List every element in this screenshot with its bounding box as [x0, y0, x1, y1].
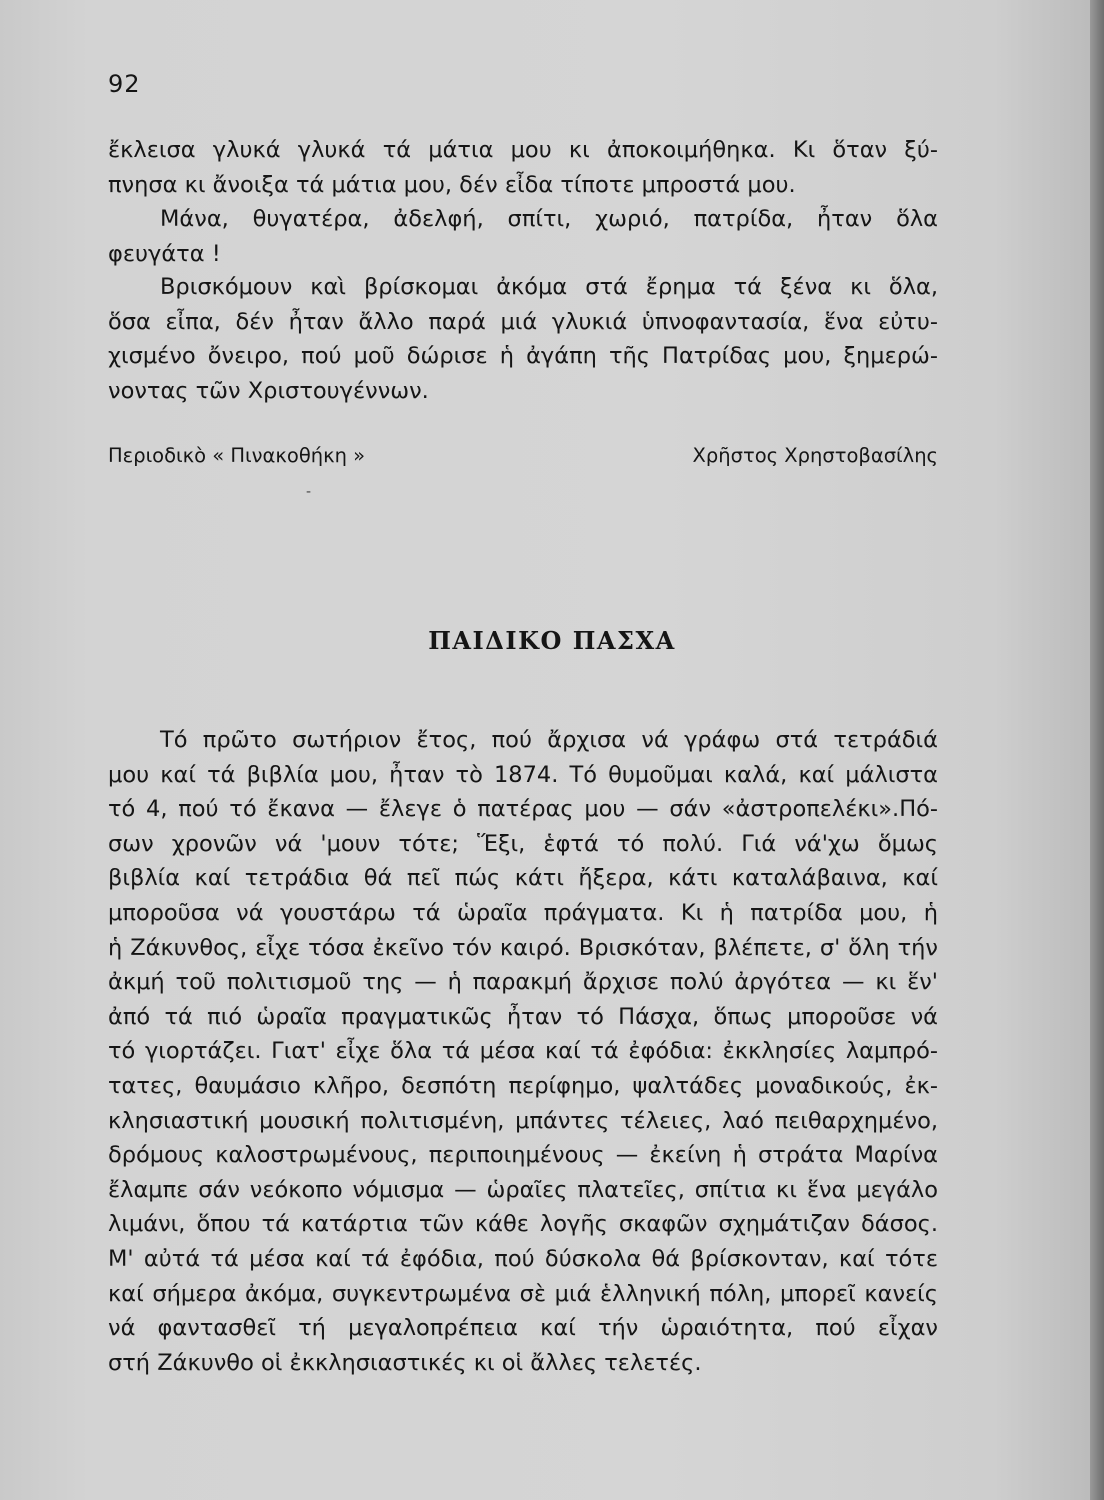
- text-line: Βρισκόμουν καὶ βρίσκομαι ἀκόμα στά ἔρημα τά ξένα κι ὅλα,: [160, 274, 938, 300]
- text-line: πνησα κι ἄνοιξα τά μάτια μου, δέν εἶδα τίποτε μπροστά μου.: [108, 171, 796, 198]
- text-line: Μ' αὐτά τά μέσα καί τά ἐφόδια, πού δύσκολα θά βρίσκονταν, καί τότε: [108, 1245, 938, 1272]
- text-line: κλησιαστική μουσική πολιτισμένη, μπάντες τέλειες, λαό πειθαρχημένο,: [108, 1107, 938, 1134]
- text-line: σων χρονῶν νά 'μουν τότε; Ἕξι, ἑφτά τό πολύ. Γιά νά'χω ὅμως: [108, 830, 938, 857]
- paragraph-continuation: [108, 133, 938, 271]
- chapter-title: ΠΑΙΔΙΚΟ ΠΑΣΧΑ: [428, 626, 676, 655]
- text-line: ἔκλεισα γλυκά γλυκά τά μάτια μου κι ἀποκοιμήθηκα. Κι ὅταν ξύ-: [108, 137, 938, 163]
- text-line: νά φαντασθεῖ τή μεγαλοπρέπεια καί τήν ὡραιότητα, πού εἶχαν: [108, 1315, 938, 1342]
- text-line: ἀκμή τοῦ πολιτισμοῦ της — ἡ παρακμή ἄρχισε πολύ ἀργότεα — κι ἕν': [108, 969, 938, 996]
- periodical-name: Περιοδικὸ « Πινακοθήκη »: [108, 444, 366, 467]
- page-number: 92: [108, 70, 141, 98]
- text-line: χισμένο ὄνειρο, πού μοῦ δώρισε ἡ ἀγάπη τῆς Πατρίδας μου, ξημερώ-: [108, 343, 938, 370]
- chapter-body: [108, 723, 938, 1380]
- text-line: νοντας τῶν Χριστουγέννων.: [108, 377, 429, 404]
- paragraph-closing: [108, 270, 938, 408]
- text-line: λιμάνι, ὅπου τά κατάρτια τῶν κάθε λογῆς σκαφῶν σχημάτιζαν δάσος.: [108, 1211, 938, 1238]
- separator-mark: -: [306, 484, 312, 500]
- text-line: ἀπό τά πιό ὡραῖα πραγματικῶς ἦταν τό Πάσχα, ὅπως μποροῦσε νά: [108, 1003, 938, 1030]
- text-line: μποροῦσα νά γουστάρω τά ὡραῖα πράγματα. Κι ἡ πατρίδα μου, ἡ: [108, 899, 938, 926]
- text-line: ἔλαμπε σάν νεόκοπο νόμισμα — ὡραῖες πλατεῖες, σπίτια κι ἕνα μεγάλο: [108, 1176, 938, 1203]
- source-attribution: [108, 444, 938, 467]
- text-line: τατες, θαυμάσιο κλῆρο, δεσπότη περίφημο, ψαλτάδες μοναδικούς, ἐκ-: [108, 1072, 938, 1099]
- text-line: τό γιορτάζει. Γιατ' εἶχε ὅλα τά μέσα καί τά ἐφόδια: ἐκκλησίες λαμπρό-: [108, 1038, 938, 1065]
- page-edge-shadow: [1090, 0, 1104, 1500]
- text-line: ὅσα εἶπα, δέν ἦταν ἄλλο παρά μιά γλυκιά ὑπνοφαντασία, ἕνα εὐτυ-: [108, 308, 938, 335]
- text-line: τό 4, πού τό ἔκανα — ἔλεγε ὁ πατέρας μου — σάν «ἀστροπελέκι».Πό-: [108, 796, 938, 823]
- text-line: καί σήμερα ἀκόμα, συγκεντρωμένα σὲ μιά ἑλληνική πόλη, μπορεῖ κανείς: [108, 1280, 938, 1307]
- text-line: στή Ζάκυνθο οἱ ἐκκλησιαστικές κι οἱ ἄλλες τελετές.: [108, 1349, 702, 1376]
- text-line: Τό πρῶτο σωτήριον ἔτος, πού ἄρχισα νά γράφω στά τετράδιά: [160, 727, 938, 753]
- text-line: ἡ Ζάκυνθος, εἶχε τόσα ἐκεῖνο τόν καιρό. Βρισκόταν, βλέπετε, σ' ὅλη τήν: [108, 934, 938, 961]
- text-line: δρόμους καλοστρωμένους, περιποιημένους — ἐκείνη ἡ στράτα Μαρίνα: [108, 1142, 938, 1169]
- text-line: βιβλία καί τετράδια θά πεῖ πώς κάτι ἤξερα, κάτι καταλάβαινα, καί: [108, 865, 938, 892]
- text-line: μου καί τά βιβλία μου, ἦταν τὸ 1874. Τό θυμοῦμαι καλά, καί μάλιστα: [108, 761, 938, 788]
- text-line: Μάνα, θυγατέρα, ἀδελφή, σπίτι, χωριό, πατρίδα, ἦταν ὅλα: [160, 206, 938, 233]
- text-line: φευγάτα !: [108, 240, 221, 267]
- author-name: Χρῆστος Χρηστοβασίλης: [692, 444, 938, 467]
